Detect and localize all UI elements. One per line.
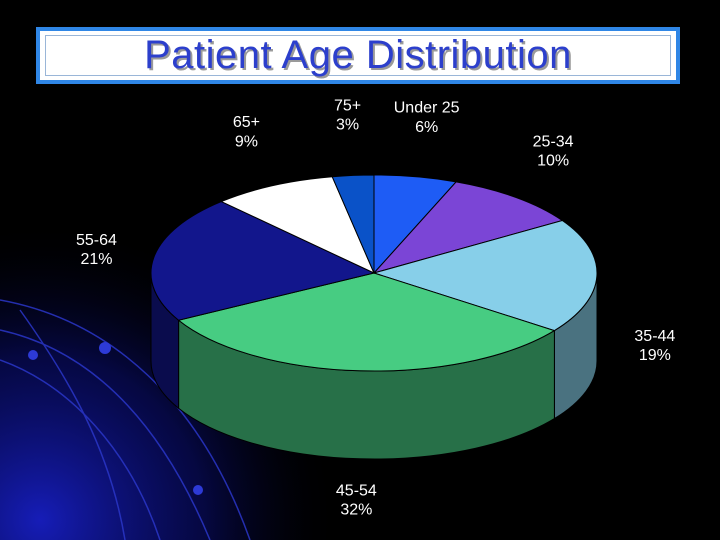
data-label-55-64: 55-64 21% [75,231,117,268]
data-label-65: 65+ 9% [232,114,260,151]
data-label-35-44: 35-44 19% [634,327,676,365]
page-title: Patient Age Distribution [144,33,572,77]
data-label-25-34: 25-34 10% [532,133,574,170]
pie-tops [151,175,597,371]
data-label-45-54: 45-54 32% [335,482,377,519]
data-label-under-25: Under 25 6% [393,99,460,136]
data-label-75: 75+ 3% [333,97,362,134]
